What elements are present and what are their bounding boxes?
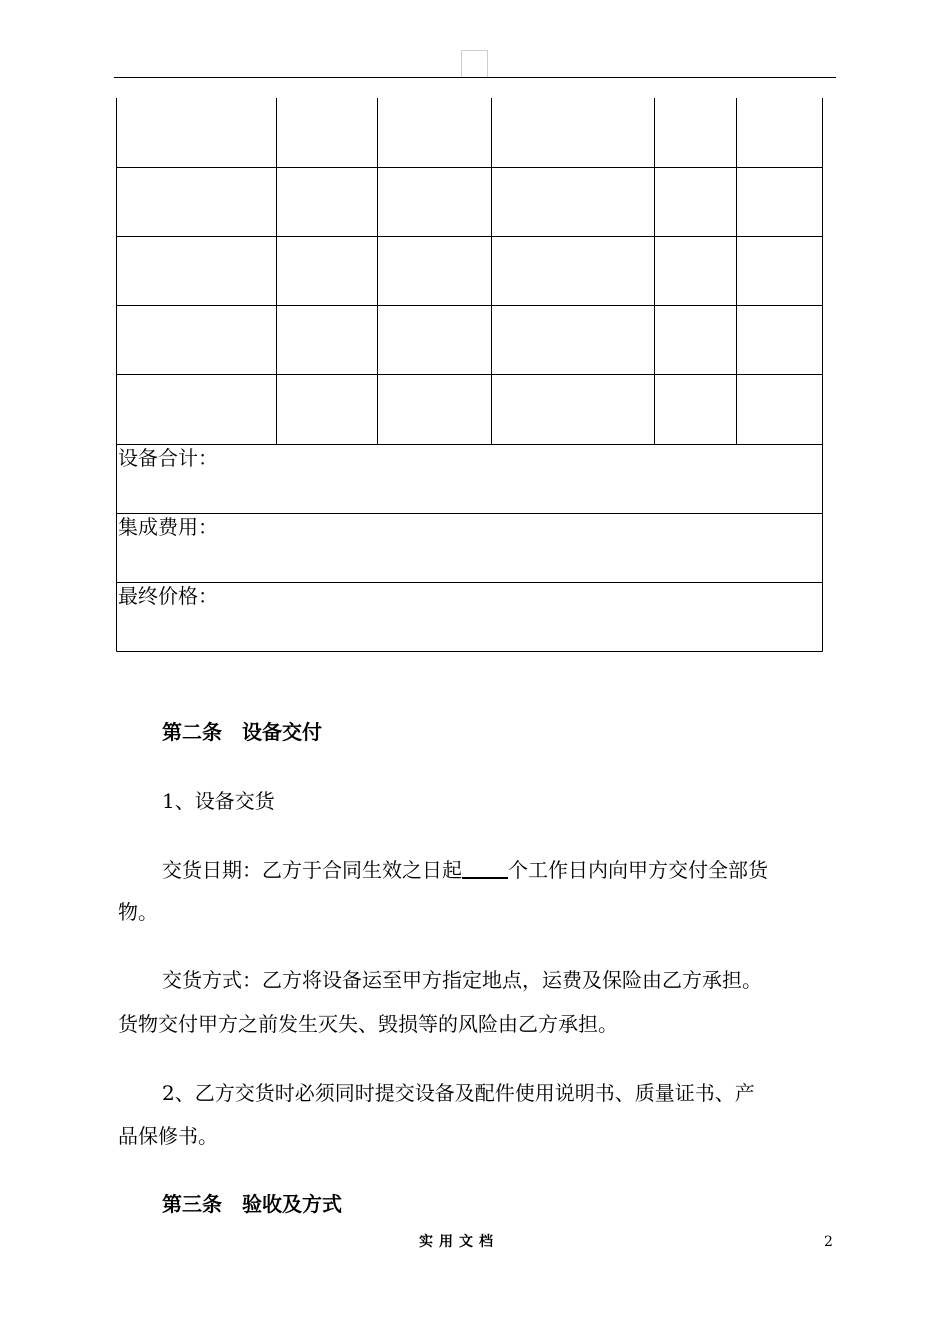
equipment-table <box>116 98 823 652</box>
section2-item1: 1、设备交货 <box>162 789 275 813</box>
delivery-days-blank <box>462 855 508 879</box>
header-marker-box <box>461 50 488 77</box>
delivery-method-line2: 货物交付甲方之前发生灭失、毁损等的风险由乙方承担。 <box>118 1012 618 1036</box>
integration-fee-label: 集成费用： <box>118 515 218 539</box>
delivery-date-text-before: 交货日期：乙方于合同生效之日起 <box>162 858 462 882</box>
header-rule <box>114 77 836 78</box>
delivery-date-paragraph <box>162 855 768 884</box>
footer-label: 实用文档 <box>419 1234 499 1250</box>
delivery-date-text-after: 个工作日内向甲方交付全部货 <box>508 858 768 882</box>
section2-heading: 第二条 设备交付 <box>162 720 322 744</box>
final-price-label: 最终价格： <box>118 584 218 608</box>
section2-item2-line2: 品保修书。 <box>118 1124 218 1148</box>
section2-item2-line1: 2、乙方交货时必须同时提交设备及配件使用说明书、质量证书、产 <box>162 1081 755 1105</box>
equipment-total-label: 设备合计： <box>118 446 218 470</box>
page-number: 2 <box>824 1234 833 1250</box>
equipment-table-grid <box>116 98 823 652</box>
delivery-date-line2: 物。 <box>118 900 158 924</box>
section3-heading: 第三条 验收及方式 <box>162 1192 342 1216</box>
delivery-method-line1: 交货方式：乙方将设备运至甲方指定地点，运费及保险由乙方承担。 <box>162 968 762 992</box>
